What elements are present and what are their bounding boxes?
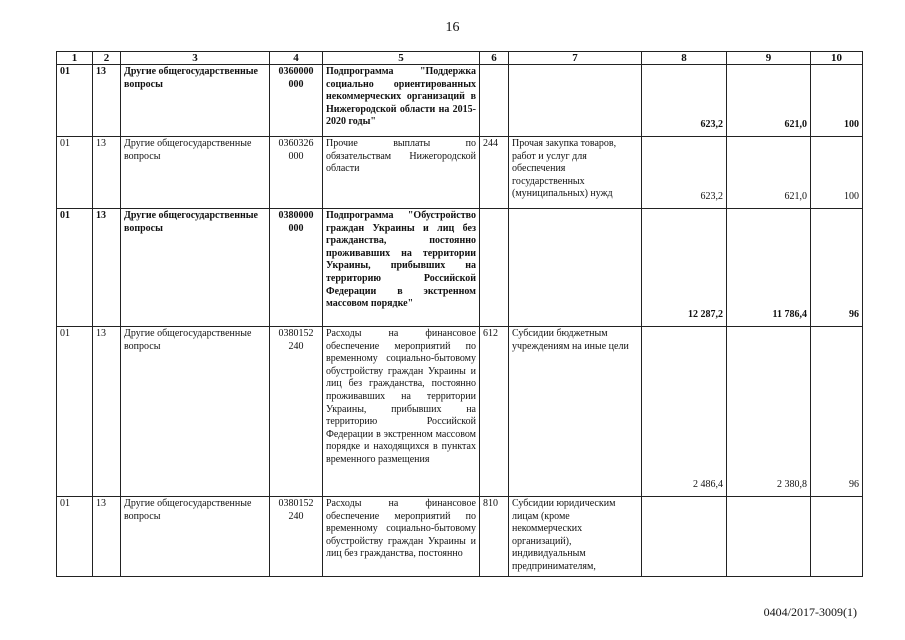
- cell-executed: 621,0: [727, 137, 811, 209]
- cell-section: 01: [57, 65, 93, 137]
- document-code: 0404/2017-3009(1): [763, 605, 857, 619]
- cell-expense-name: Субсидии бюджетным учреждениям на иные цели: [509, 327, 642, 497]
- cell-subsection: 13: [93, 497, 121, 577]
- cell-approved: 623,2: [642, 137, 727, 209]
- cell-expense-name: [509, 65, 642, 137]
- cell-subsection: 13: [93, 327, 121, 497]
- cell-section: 01: [57, 137, 93, 209]
- cell-section: 01: [57, 209, 93, 327]
- header-col-3: 3: [121, 52, 270, 65]
- table-row: [57, 65, 863, 137]
- table-header-row: [57, 52, 863, 65]
- cell-executed: [727, 497, 811, 577]
- budget-table: [56, 51, 863, 577]
- header-col-6: 6: [480, 52, 509, 65]
- cell-expense-type: 612: [480, 327, 509, 497]
- cell-target-code: 0380152 240: [270, 327, 323, 497]
- cell-executed: 11 786,4: [727, 209, 811, 327]
- header-col-9: 9: [727, 52, 811, 65]
- cell-target-code: 0380152 240: [270, 497, 323, 577]
- cell-expense-type: [480, 209, 509, 327]
- table-row: [57, 327, 863, 497]
- cell-percent: 96: [811, 209, 863, 327]
- header-col-5: 5: [323, 52, 480, 65]
- header-col-4: 4: [270, 52, 323, 65]
- cell-approved: [642, 497, 727, 577]
- cell-section: 01: [57, 497, 93, 577]
- header-col-2: 2: [93, 52, 121, 65]
- cell-percent: 100: [811, 65, 863, 137]
- cell-expense-type: 810: [480, 497, 509, 577]
- cell-target-code: 0360326 000: [270, 137, 323, 209]
- cell-approved: 12 287,2: [642, 209, 727, 327]
- table-row: [57, 497, 863, 577]
- cell-target-name: Подпрограмма "Обустройство граждан Украины и лиц без гражданства, постоянно проживавших на территории Украины, прибывших на территорию Российской Федерации в экстренном массовом порядке": [323, 209, 480, 327]
- cell-section-name: Другие общегосударственные вопросы: [121, 137, 270, 209]
- cell-percent: [811, 497, 863, 577]
- cell-section-name: Другие общегосударственные вопросы: [121, 497, 270, 577]
- header-col-7: 7: [509, 52, 642, 65]
- cell-target-name: Расходы на финансовое обеспечение мероприятий по временному социально-бытовому обустройству граждан Украины и лиц без гражданства, постоянно: [323, 497, 480, 577]
- cell-approved: 2 486,4: [642, 327, 727, 497]
- cell-percent: 96: [811, 327, 863, 497]
- cell-section-name: Другие общегосударственные вопросы: [121, 209, 270, 327]
- header-col-1: 1: [57, 52, 93, 65]
- header-col-8: 8: [642, 52, 727, 65]
- cell-approved: 623,2: [642, 65, 727, 137]
- cell-target-code: 0360000 000: [270, 65, 323, 137]
- cell-section-name: Другие общегосударственные вопросы: [121, 327, 270, 497]
- page-number: 16: [445, 20, 460, 35]
- cell-executed: 621,0: [727, 65, 811, 137]
- cell-target-name: Расходы на финансовое обеспечение мероприятий по временному социально-бытовому обустройству граждан Украины и лиц без гражданства, постоянно проживавших на территории Украины, прибывших на территорию Российской Федерации в экстренном массовом порядке и находящихся в пунктах временного размещения: [323, 327, 480, 497]
- cell-section-name: Другие общегосударственные вопросы: [121, 65, 270, 137]
- cell-expense-type: [480, 65, 509, 137]
- header-col-10: 10: [811, 52, 863, 65]
- cell-subsection: 13: [93, 65, 121, 137]
- cell-subsection: 13: [93, 137, 121, 209]
- table-row: [57, 209, 863, 327]
- cell-expense-name: [509, 209, 642, 327]
- cell-expense-name: Субсидии юридическим лицам (кроме некоммерческих организаций), индивидуальным предпринимателям,: [509, 497, 642, 577]
- cell-expense-name: Прочая закупка товаров, работ и услуг для обеспечения государственных (муниципальных) нужд: [509, 137, 642, 209]
- cell-subsection: 13: [93, 209, 121, 327]
- cell-target-name: Подпрограмма "Поддержка социально ориентированных некоммерческих организаций в Нижегородской области на 2015-2020 годы": [323, 65, 480, 137]
- cell-section: 01: [57, 327, 93, 497]
- table-row: [57, 137, 863, 209]
- cell-target-name: Прочие выплаты по обязательствам Нижегородской области: [323, 137, 480, 209]
- cell-executed: 2 380,8: [727, 327, 811, 497]
- cell-percent: 100: [811, 137, 863, 209]
- cell-target-code: 0380000 000: [270, 209, 323, 327]
- cell-expense-type: 244: [480, 137, 509, 209]
